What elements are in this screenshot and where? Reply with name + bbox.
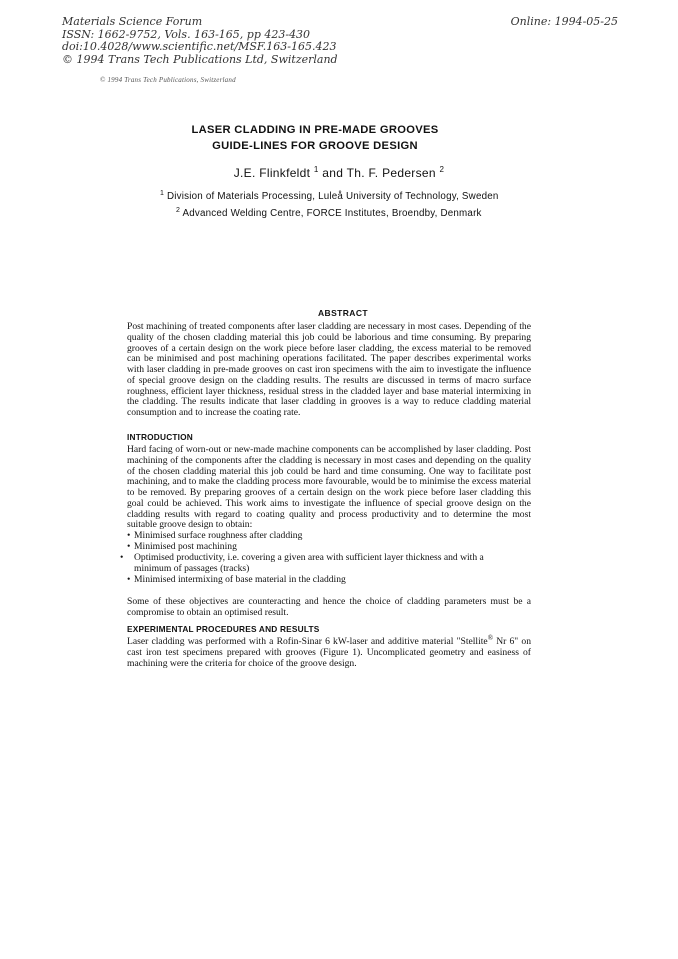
journal-name: Materials Science Forum [62, 15, 203, 28]
bullet-marker: • [120, 552, 124, 563]
affiliation-1 [160, 190, 499, 202]
author-2: Th. F. Pedersen [346, 166, 436, 180]
registered-mark: ® [487, 633, 494, 642]
affiliation-2 [176, 207, 482, 219]
issn-line: ISSN: 1662-9752, Vols. 163-165, pp 423-430 [62, 27, 311, 41]
online-date: Online: 1994-05-25 [510, 15, 618, 28]
introduction-heading: INTRODUCTION [127, 432, 194, 442]
experimental-heading: EXPERIMENTAL PROCEDURES AND RESULTS [127, 624, 320, 634]
affiliation-2-marker: 2 [176, 207, 181, 214]
paper-title-line2: GUIDE-LINES FOR GROOVE DESIGN [212, 140, 418, 152]
author-2-affil: 2 [439, 165, 445, 174]
introduction-body: Hard facing of worn-out or new-made machine components can be accomplished by laser cladding. Post machining of the components after the cladding is necessary in most cases and depending on the quality of the chosen cladding material this job could be hard and time consuming. One way to facilitate post machining, and to make the cladding process more favourable, would be to minimise the excess material to be removed. By preparing grooves of a certain design on the work piece before laser cladding this goal could be achieved. This work aims to investigate the influence of special groove design on the cladding results with regard to coating quality and process productivity and to determine the most suitable groove design to obtain: [127, 444, 531, 531]
faint-copyright: © 1994 Trans Tech Publications, Switzerland [100, 76, 236, 84]
affiliation-1-marker: 1 [160, 190, 165, 197]
bullet-marker: • [127, 574, 131, 585]
bullet-text: Minimised surface roughness after cladding [134, 530, 303, 541]
journal-header [62, 16, 338, 66]
introduction-conclusion: Some of these objectives are counteracting and hence the choice of cladding parameters must be a compromise to obtain an optimised result. [127, 596, 531, 618]
author-1: J.E. Flinkfeldt [233, 166, 311, 180]
paper-title-line1: LASER CLADDING IN PRE-MADE GROOVES [191, 124, 439, 136]
abstract-heading: ABSTRACT [318, 308, 368, 318]
bullet-marker: • [127, 541, 131, 552]
affiliation-1-text: Division of Materials Processing, Luleå University of Technology, Sweden [167, 191, 499, 202]
bullet-text: Minimised post machining [134, 541, 237, 552]
list-item [127, 575, 531, 586]
author-conjunction: and [322, 166, 344, 180]
author-1-affil: 1 [313, 165, 319, 174]
bullet-text: Optimised productivity, i.e. covering a given area with sufficient layer thickness and with a minimum of passages (tracks) [134, 552, 484, 574]
experimental-text-start: Laser cladding was performed with a Rofin-Sinar 6 kW-laser and additive material "Stellite [127, 636, 488, 647]
doi-line: doi:10.4028/www.scientific.net/MSF.163-165.423 [62, 40, 337, 53]
copyright-line: © 1994 Trans Tech Publications Ltd, Switzerland [62, 52, 338, 66]
affiliation-2-text: Advanced Welding Centre, FORCE Institutes, Broendby, Denmark [182, 208, 482, 219]
author-list [0, 165, 678, 180]
bullet-marker: • [127, 530, 131, 541]
experimental-text-end: Nr 6" on cast iron test specimens prepared with grooves (Figure 1). Uncomplicated geometry and easiness of machining were the criteria for choice of the groove design. [127, 636, 531, 669]
bullet-text: Minimised intermixing of base material in the cladding [134, 574, 346, 585]
list-item [120, 552, 514, 575]
abstract-body: Post machining of treated components after laser cladding are necessary in most cases. Depending of the quality of the chosen cladding material this job could be laborious and time consuming. By preparing grooves of a certain design on the work piece before laser cladding, the excess material to be removed can be minimised and post machining operations facilitated. The paper describes experimental works with laser cladding in pre-made grooves on cast iron specimens with the aim to investigate the influence of special groove design on the cladding results. The results are discussed in terms of macro surface roughness, efficient layer thickness, residual stress in the cladded layer and base material intermixing in the cladding. The results indicate that laser cladding in grooves is a way to reduce cladding material consumption and to increase the coating rate. [127, 321, 531, 418]
experimental-body [127, 633, 531, 669]
